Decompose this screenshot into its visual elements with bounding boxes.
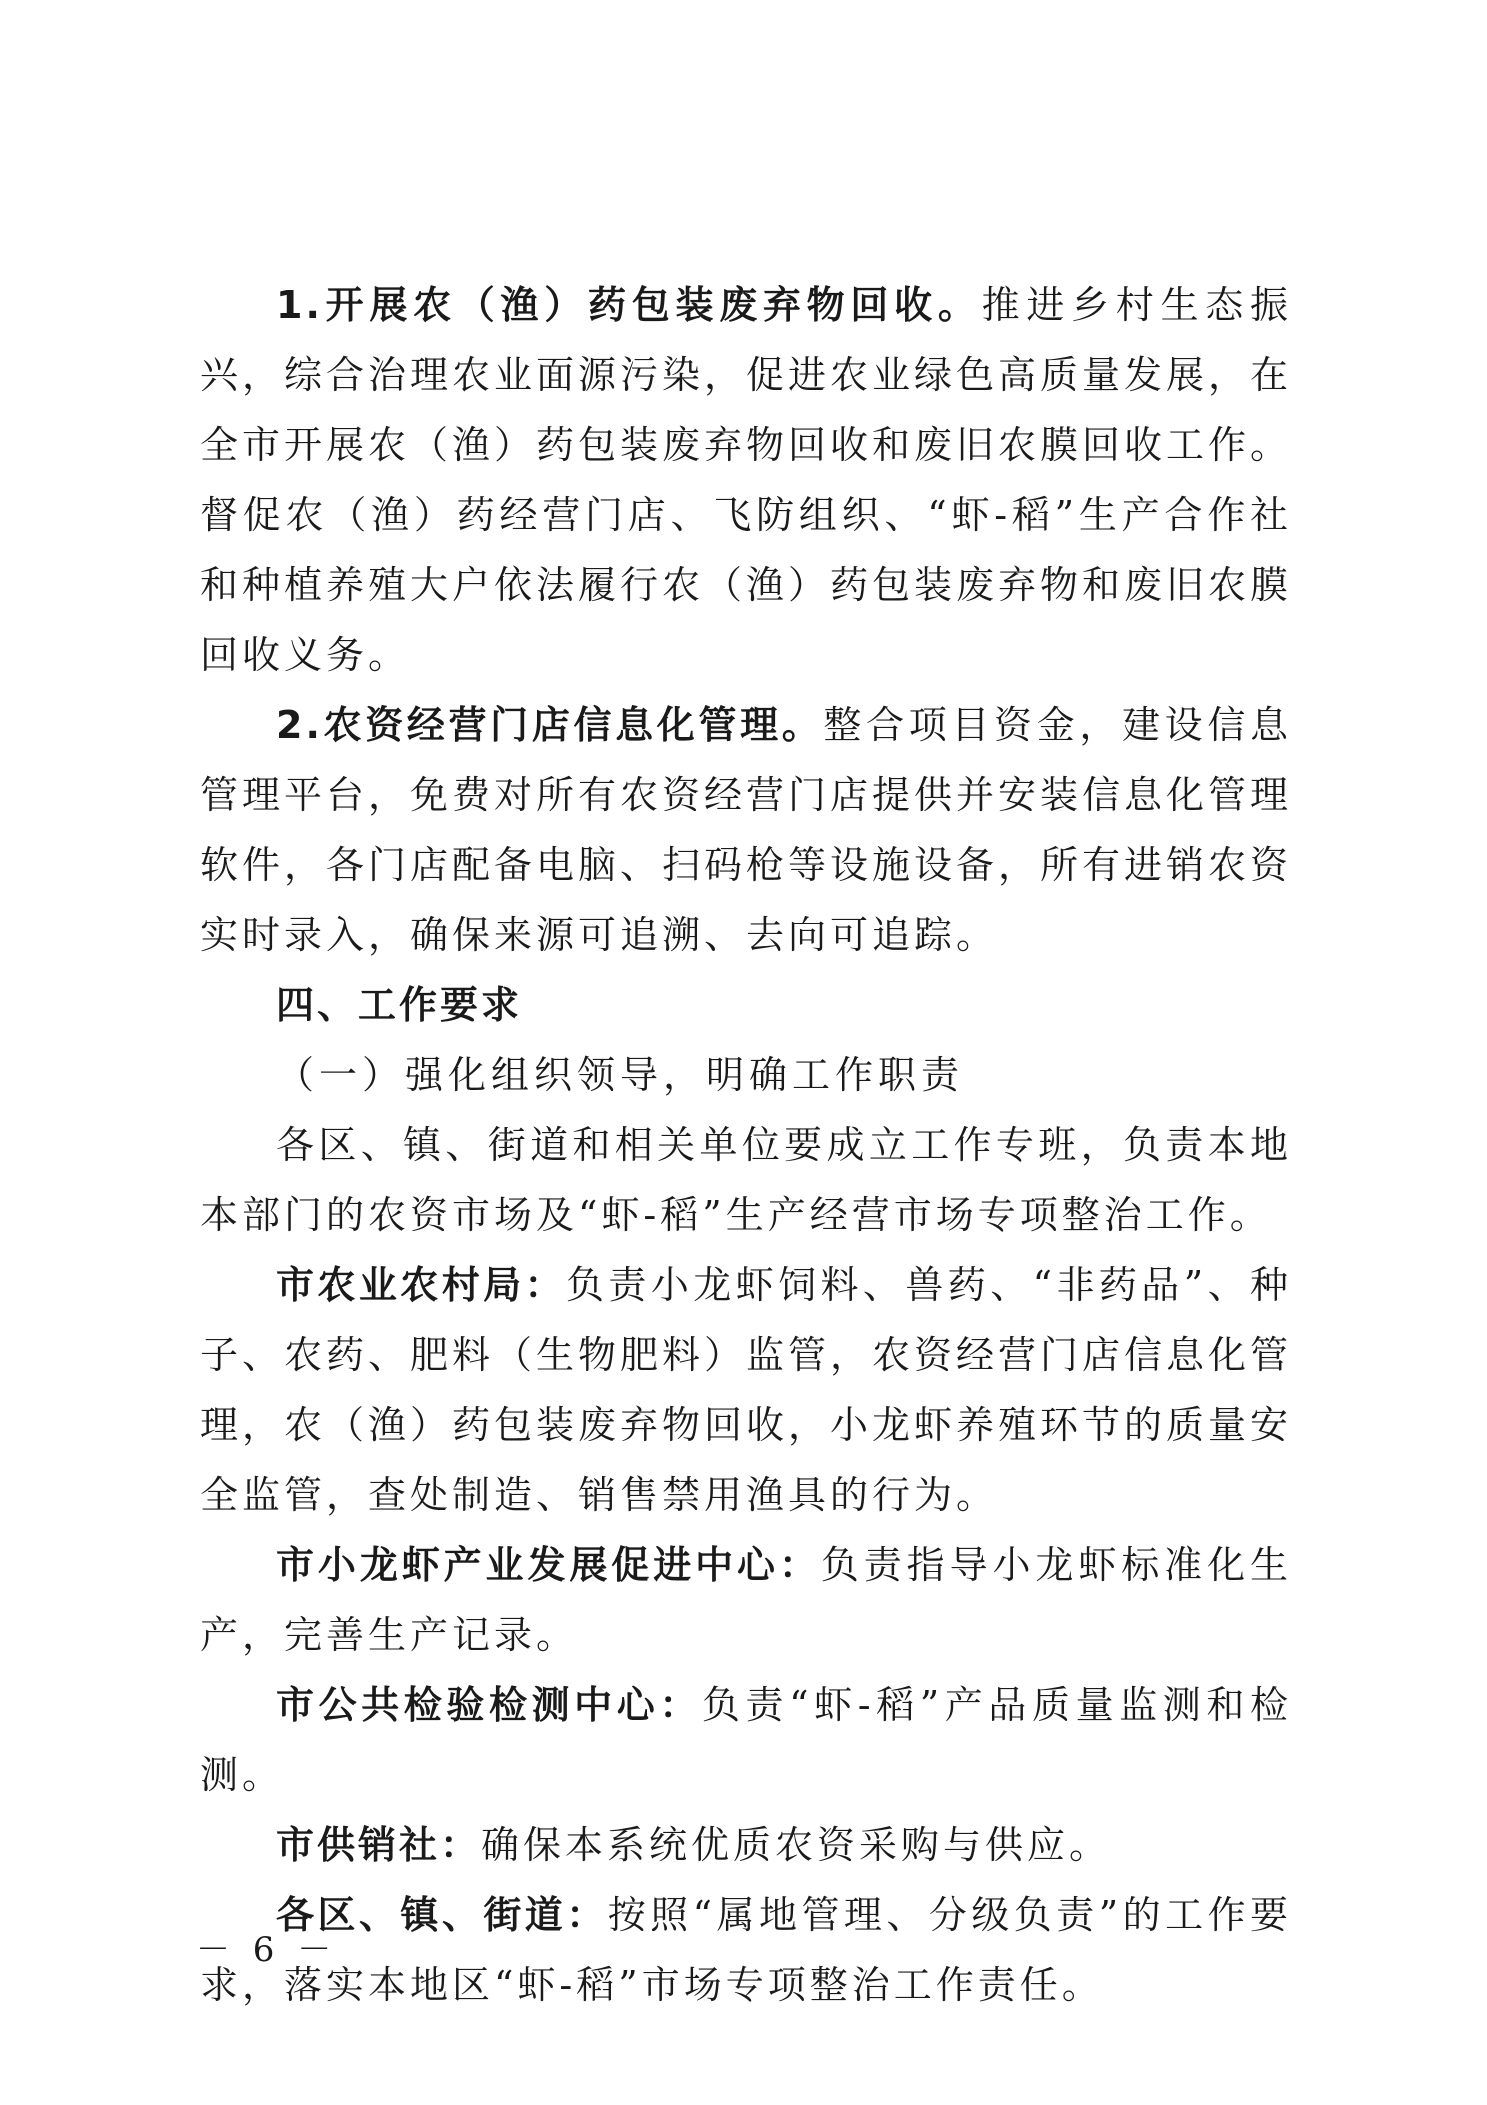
duty-agriculture-bureau	[200, 1250, 1292, 1530]
duty-supply-cooperative	[200, 1810, 1292, 1880]
duty-lead: 市农业农村局：	[276, 1263, 566, 1307]
intro-paragraph: 各区、镇、街道和相关单位要成立工作专班，负责本地本部门的农资市场及“虾-稻”生产经营市场专项整治工作。	[200, 1123, 1292, 1237]
duty-lead: 市供销社：	[276, 1823, 482, 1867]
paragraph-lead: 2.农资经营门店信息化管理。	[276, 703, 824, 747]
paragraph-lead: 1.开展农（渔）药包装废弃物回收。	[276, 283, 982, 327]
duty-text: 负责小龙虾饲料、兽药、“非药品”、种子、农药、肥料（生物肥料）监管，农资经营门店信息化管理，农（渔）药包装废弃物回收，小龙虾养殖环节的质量安全监管，查处制造、销售禁用渔具的行为。	[200, 1263, 1293, 1517]
duty-lead: 各区、镇、街道：	[276, 1893, 608, 1937]
document-body	[200, 270, 1292, 2020]
duty-crayfish-center	[200, 1530, 1292, 1670]
duty-lead: 市公共检验检测中心：	[276, 1683, 702, 1727]
duty-lead: 市小龙虾产业发展促进中心：	[276, 1543, 821, 1587]
paragraph-store-informatization	[200, 690, 1292, 970]
duty-inspection-center	[200, 1670, 1292, 1810]
subsection-heading: （一）强化组织领导，明确工作职责	[276, 1053, 965, 1097]
paragraph-text: 整合项目资金，建设信息管理平台，免费对所有农资经营门店提供并安装信息化管理软件，各门店配备电脑、扫码枪等设施设备，所有进销农资实时录入，确保来源可追溯、去向可追踪。	[200, 703, 1293, 957]
duty-text: 确保本系统优质农资采购与供应。	[481, 1823, 1112, 1867]
duty-text: 负责“虾-稻”产品质量监测和检测。	[200, 1683, 1292, 1797]
paragraph-text: 推进乡村生态振兴，综合治理农业面源污染，促进农业绿色高质量发展，在全市开展农（渔）药包装废弃物回收和废旧农膜回收工作。督促农（渔）药经营门店、飞防组织、“虾-稻”生产合作社和种植养殖大户依法履行农（渔）药包装废弃物和废旧农膜回收义务。	[200, 283, 1293, 677]
page-number: － 6 －	[196, 1930, 338, 1970]
section-heading: 四、工作要求	[276, 983, 523, 1027]
duty-text: 负责指导小龙虾标准化生产，完善生产记录。	[200, 1543, 1292, 1657]
paragraph-packaging-recycling	[200, 270, 1292, 690]
duty-text: 按照“属地管理、分级负责”的工作要求，落实本地区“虾-稻”市场专项整治工作责任。	[200, 1893, 1292, 2007]
duty-districts-towns	[200, 1880, 1292, 2020]
